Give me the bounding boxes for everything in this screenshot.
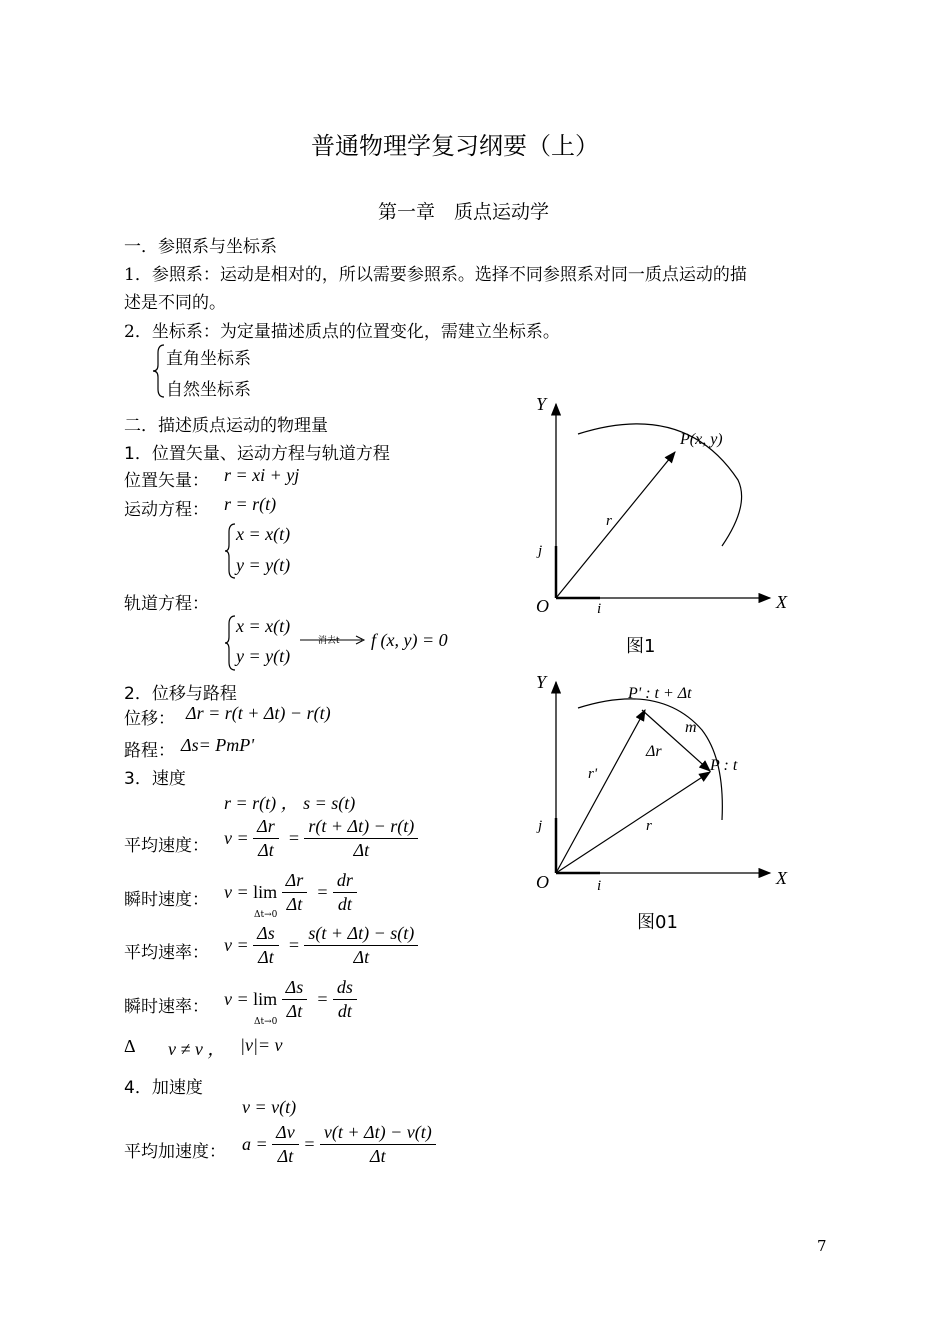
section-2-heading: 二．描述质点运动的物理量	[124, 416, 328, 436]
delta-note: Δ	[124, 1036, 136, 1056]
fig2-r-vector	[556, 772, 710, 873]
figure-1	[520, 390, 810, 660]
motion-eq: r = r(t)	[224, 494, 277, 514]
fig1-O-label: O	[536, 596, 549, 616]
inst-speed-eq: v = lim $\frac{\Delta s}{\Delta t}$ = $\frac{ds}{dt}$	[224, 977, 357, 1022]
page-title: 普通物理学复习纲要（上）	[311, 132, 599, 160]
track-eq-label: 轨道方程：	[124, 594, 209, 614]
fig2-i-label: i	[597, 878, 602, 894]
item-reference-frame-cont: 述是不同的。	[124, 293, 226, 313]
figure-1-caption: 图1	[626, 636, 656, 657]
item-coordinate-system	[124, 317, 560, 342]
rs-eq: r = r(t) ， s = s(t)	[224, 793, 356, 813]
param-y: y = y(t)	[236, 555, 291, 575]
path-label: 路程：	[124, 741, 175, 761]
fig1-r-label: r	[606, 513, 612, 529]
item-number: 2．	[124, 322, 152, 342]
coord-natural: 自然坐标系	[166, 380, 251, 400]
avg-speed-label: 平均速率：	[124, 943, 209, 963]
figure-2-caption: 图01	[637, 912, 678, 933]
fig1-X-label: X	[776, 592, 787, 612]
fig2-r-prime-vector	[556, 710, 645, 873]
item-label: 坐标系	[151, 322, 203, 342]
fig2-delta-r-vector	[642, 710, 710, 771]
inst-velocity-label: 瞬时速度：	[124, 890, 209, 910]
avg-velocity-eq: v = $\frac{\Delta r}{\Delta t}$ = $\frac{r(t + \Delta t) - r(t)}{\Delta t}$	[224, 816, 418, 861]
avg-velocity-label: 平均速度：	[124, 836, 209, 856]
fig1-P-label: P(x, y)	[680, 431, 723, 448]
fig1-j-label: j	[538, 543, 543, 559]
fig1-i-label: i	[597, 601, 602, 617]
displacement-label: 位移：	[124, 709, 175, 729]
subsection-velocity: 3．速度	[124, 769, 186, 789]
fig1-r-vector	[556, 452, 675, 598]
limit-sub-1: Δt→0	[254, 910, 278, 920]
page-number: 7	[817, 1237, 827, 1255]
v-eq: v = v(t)	[242, 1097, 297, 1117]
item-label: 参照系	[151, 265, 203, 285]
fig2-P-label: P : t	[710, 757, 738, 774]
subsection-position: 1．位置矢量、运动方程与轨道方程	[124, 444, 390, 464]
fig2-r-prime-label: r'	[588, 766, 598, 782]
fig2-r-label: r	[646, 818, 652, 834]
fig2-P-prime-label: P' : t + Δt	[628, 685, 692, 702]
position-vector-eq: r = xi + yj	[224, 465, 300, 485]
fig2-m-label: m	[685, 719, 697, 736]
eliminate-arrow	[298, 634, 368, 646]
fig2-O-label: O	[536, 872, 549, 892]
abs-note: |v|= v	[240, 1035, 283, 1055]
inst-velocity-eq: v = lim $\frac{\Delta r}{\Delta t}$ = $\frac{dr}{dt}$	[224, 870, 357, 915]
section-1-heading: 一．参照系与坐标系	[124, 237, 277, 257]
avg-acceleration-label: 平均加速度：	[124, 1142, 226, 1162]
chapter-title: 第一章 质点运动学	[378, 201, 550, 223]
fig2-delta-r-label: Δr	[646, 743, 662, 760]
displacement-eq: Δr = r(t + Δt) − r(t)	[186, 703, 331, 723]
subsection-displacement: 2．位移与路程	[124, 684, 237, 704]
path-eq: Δs= PmP'	[181, 735, 255, 755]
track-result: f (x, y) = 0	[371, 630, 448, 650]
figure-2	[520, 668, 810, 908]
avg-speed-eq: v = $\frac{\Delta s}{\Delta t}$ = $\frac{s(t + \Delta t) - s(t)}{\Delta t}$	[224, 923, 418, 968]
item-text: ：运动是相对的，所以需要参照系。选择不同参照系对同一质点运动的描	[202, 265, 747, 285]
coord-cartesian: 直角坐标系	[166, 349, 251, 369]
eliminate-label: 消去t	[318, 636, 340, 646]
fig1-Y-label: Y	[536, 394, 547, 414]
item-reference-frame	[124, 260, 747, 285]
fig2-Y-label: Y	[536, 672, 547, 692]
position-vector-label: 位置矢量：	[124, 471, 209, 491]
fig2-j-label: j	[538, 818, 543, 834]
neq-note: v ≠ v ，	[168, 1039, 226, 1059]
track-x: x = x(t)	[236, 616, 291, 636]
item-text: ：为定量描述质点的位置变化，需建立坐标系。	[202, 322, 560, 342]
fig2-X-label: X	[776, 868, 787, 888]
motion-eq-label: 运动方程：	[124, 500, 209, 520]
limit-sub-2: Δt→0	[254, 1017, 278, 1027]
avg-acceleration-eq: a = $\frac{\Delta v}{\Delta t}$ = $\frac{v(t + \Delta t) - v(t)}{\Delta t}$	[242, 1122, 436, 1167]
inst-speed-label: 瞬时速率：	[124, 997, 209, 1017]
subsection-acceleration: 4．加速度	[124, 1078, 203, 1098]
track-y: y = y(t)	[236, 646, 291, 666]
abs-note-value: = v	[257, 1035, 283, 1055]
param-x: x = x(t)	[236, 524, 291, 544]
item-number: 1．	[124, 265, 152, 285]
